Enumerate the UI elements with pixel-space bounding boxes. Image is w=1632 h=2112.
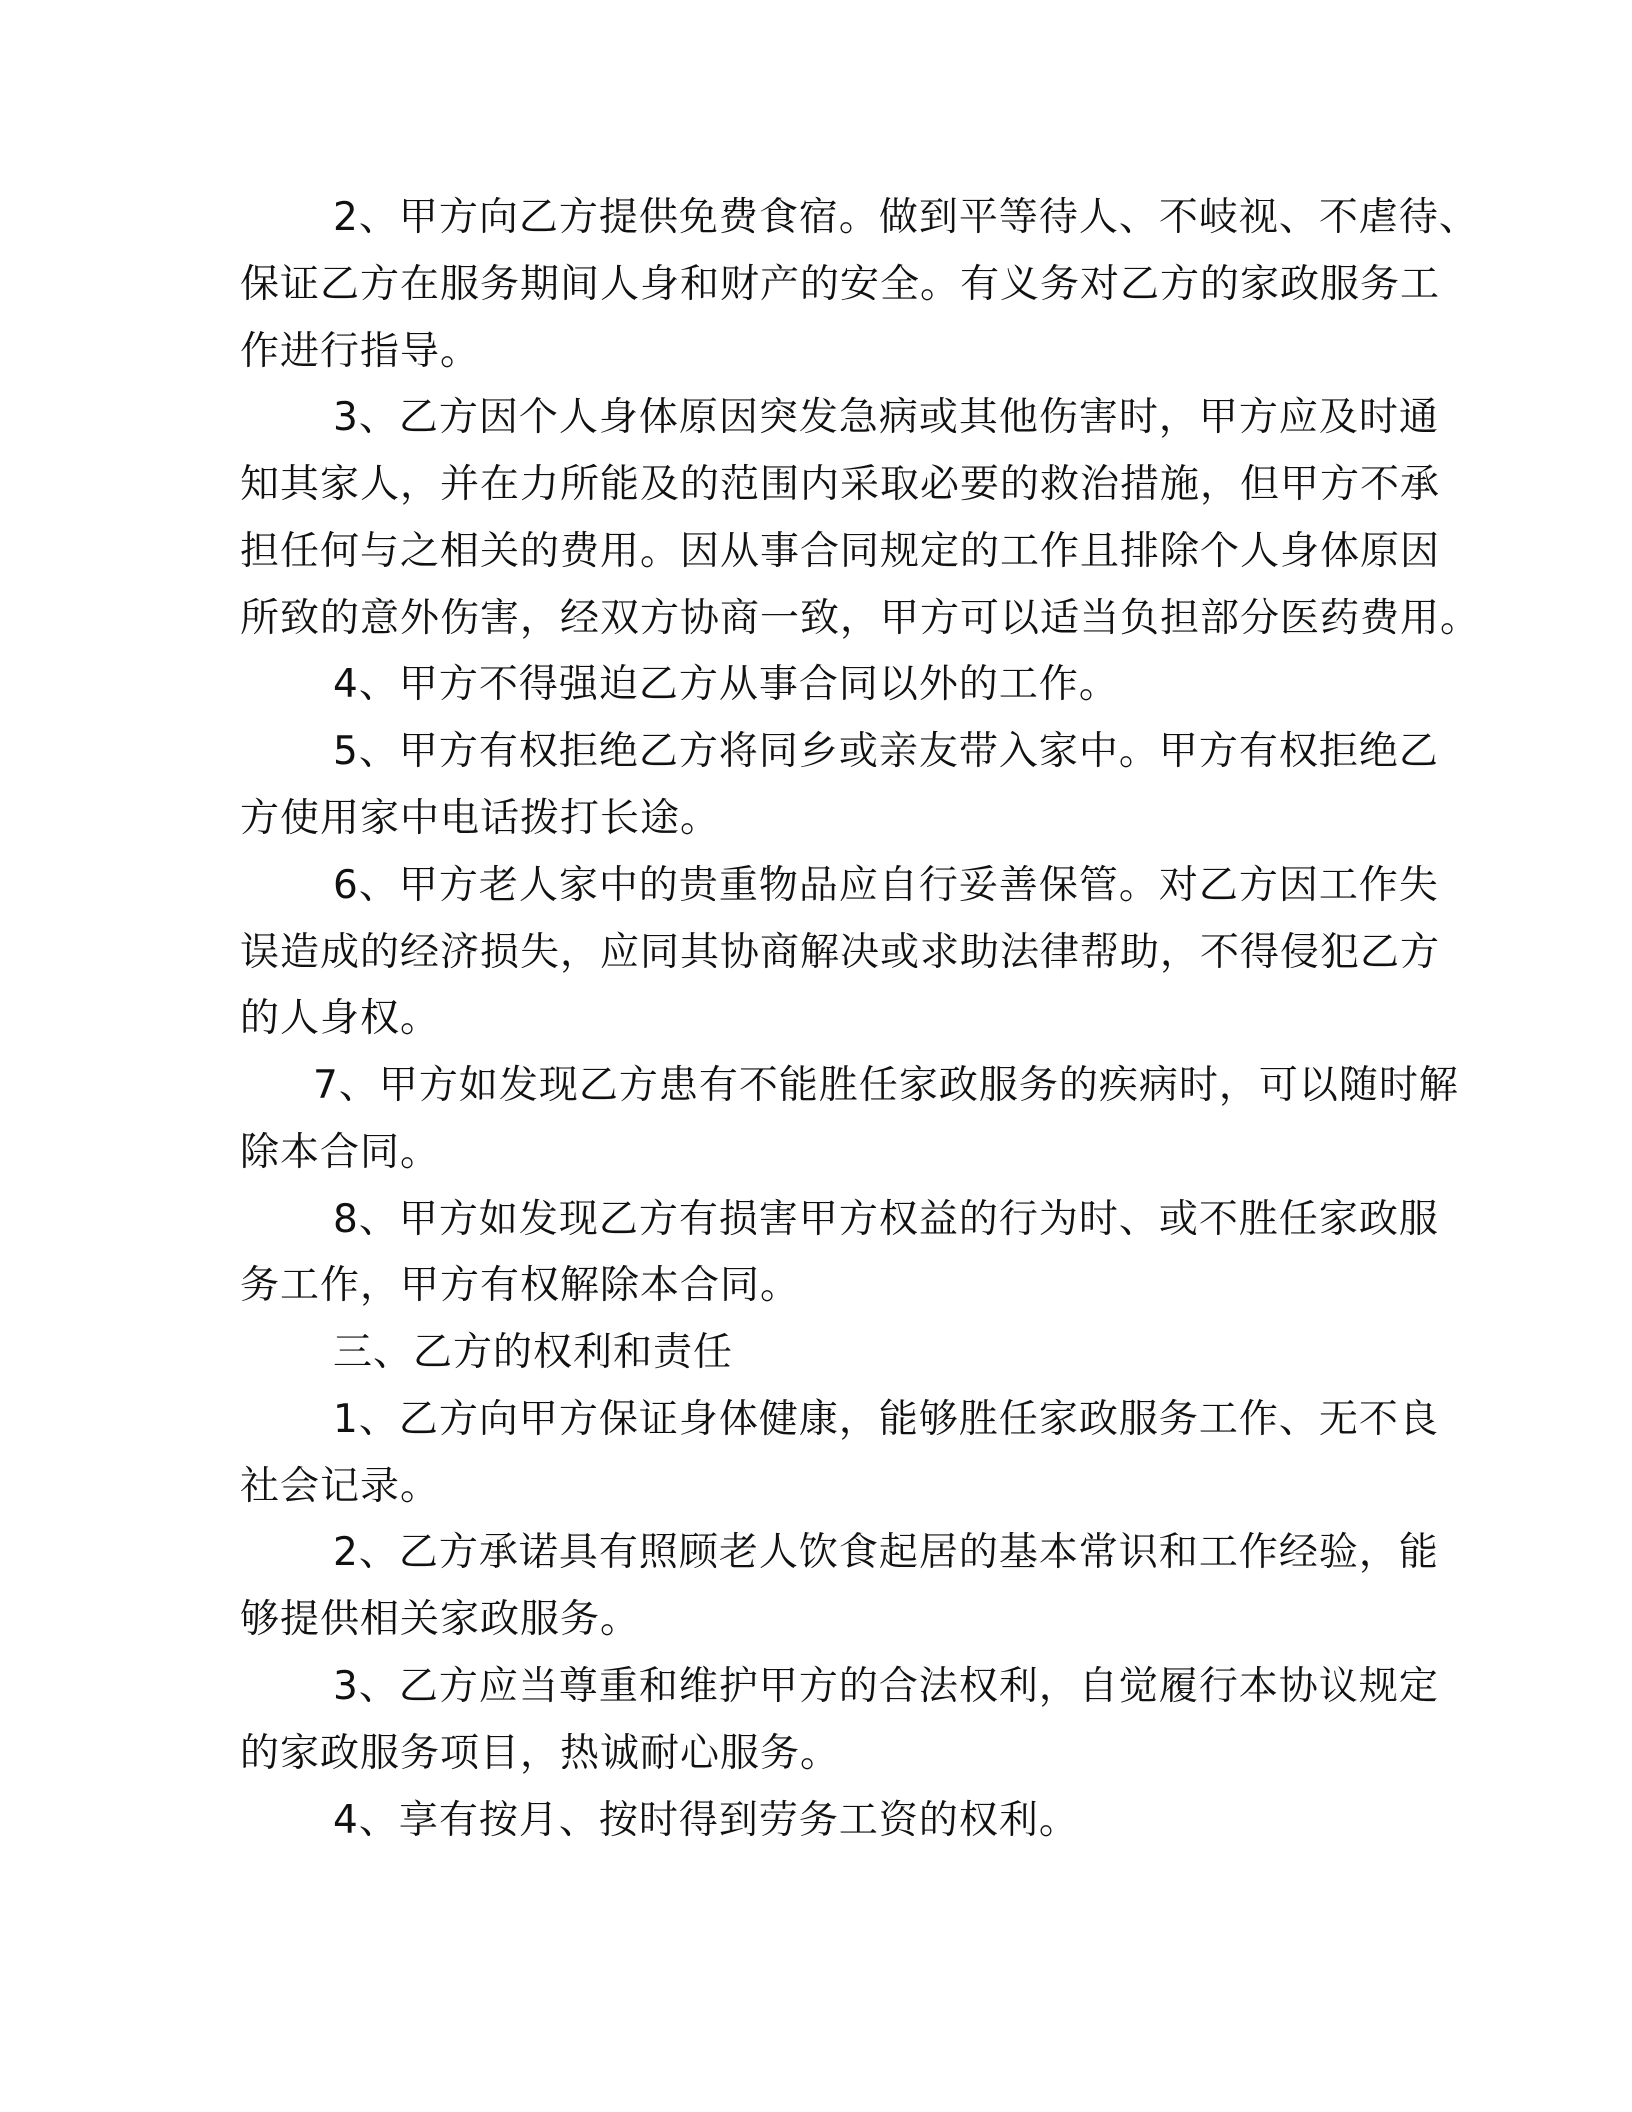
b-clause-2-line-2: 够提供相关家政服务。 (240, 1597, 641, 1642)
b-clause-4-line-1: 4、享有按月、按时得到劳务工资的权利。 (333, 1798, 1079, 1843)
section-3-heading: 三、乙方的权利和责任 (333, 1330, 734, 1375)
b-clause-2-line-1: 2、乙方承诺具有照顾老人饮食起居的基本常识和工作经验，能 (333, 1530, 1439, 1575)
clause-5-line-2: 方使用家中电话拨打长途。 (240, 796, 721, 841)
clause-8-line-1: 8、甲方如发现乙方有损害甲方权益的行为时、或不胜任家政服 (333, 1197, 1439, 1242)
clause-8-line-2: 务工作，甲方有权解除本合同。 (240, 1263, 801, 1308)
b-clause-3-line-1: 3、乙方应当尊重和维护甲方的合法权利，自觉履行本协议规定 (333, 1664, 1439, 1709)
b-clause-1-line-2: 社会记录。 (240, 1464, 441, 1509)
b-clause-3-line-2: 的家政服务项目，热诚耐心服务。 (240, 1731, 841, 1776)
clause-6-line-1: 6、甲方老人家中的贵重物品应自行妥善保管。对乙方因工作失 (333, 863, 1439, 908)
clause-4-line-1: 4、甲方不得强迫乙方从事合同以外的工作。 (333, 662, 1119, 707)
clause-2-line-1: 2、甲方向乙方提供免费食宿。做到平等待人、不岐视、不虐待、 (333, 195, 1479, 240)
clause-3-line-4: 所致的意外伤害，经双方协商一致，甲方可以适当负担部分医药费用。 (240, 596, 1481, 641)
clause-2-line-3: 作进行指导。 (240, 329, 481, 374)
clause-2-line-2: 保证乙方在服务期间人身和财产的安全。有义务对乙方的家政服务工 (240, 262, 1441, 307)
clause-3-line-3: 担任何与之相关的费用。因从事合同规定的工作且排除个人身体原因 (240, 529, 1441, 574)
clause-7-line-2: 除本合同。 (240, 1130, 441, 1175)
clause-3-line-1: 3、乙方因个人身体原因突发急病或其他伤害时，甲方应及时通 (333, 395, 1439, 440)
clause-7-line-1: 7、甲方如发现乙方患有不能胜任家政服务的疾病时，可以随时解 (313, 1063, 1459, 1108)
clause-3-line-2: 知其家人，并在力所能及的范围内采取必要的救治措施，但甲方不承 (240, 462, 1441, 507)
b-clause-1-line-1: 1、乙方向甲方保证身体健康，能够胜任家政服务工作、无不良 (333, 1397, 1439, 1442)
clause-5-line-1: 5、甲方有权拒绝乙方将同乡或亲友带入家中。甲方有权拒绝乙 (333, 729, 1439, 774)
clause-6-line-3: 的人身权。 (240, 996, 441, 1041)
clause-6-line-2: 误造成的经济损失，应同其协商解决或求助法律帮助，不得侵犯乙方 (240, 930, 1441, 975)
